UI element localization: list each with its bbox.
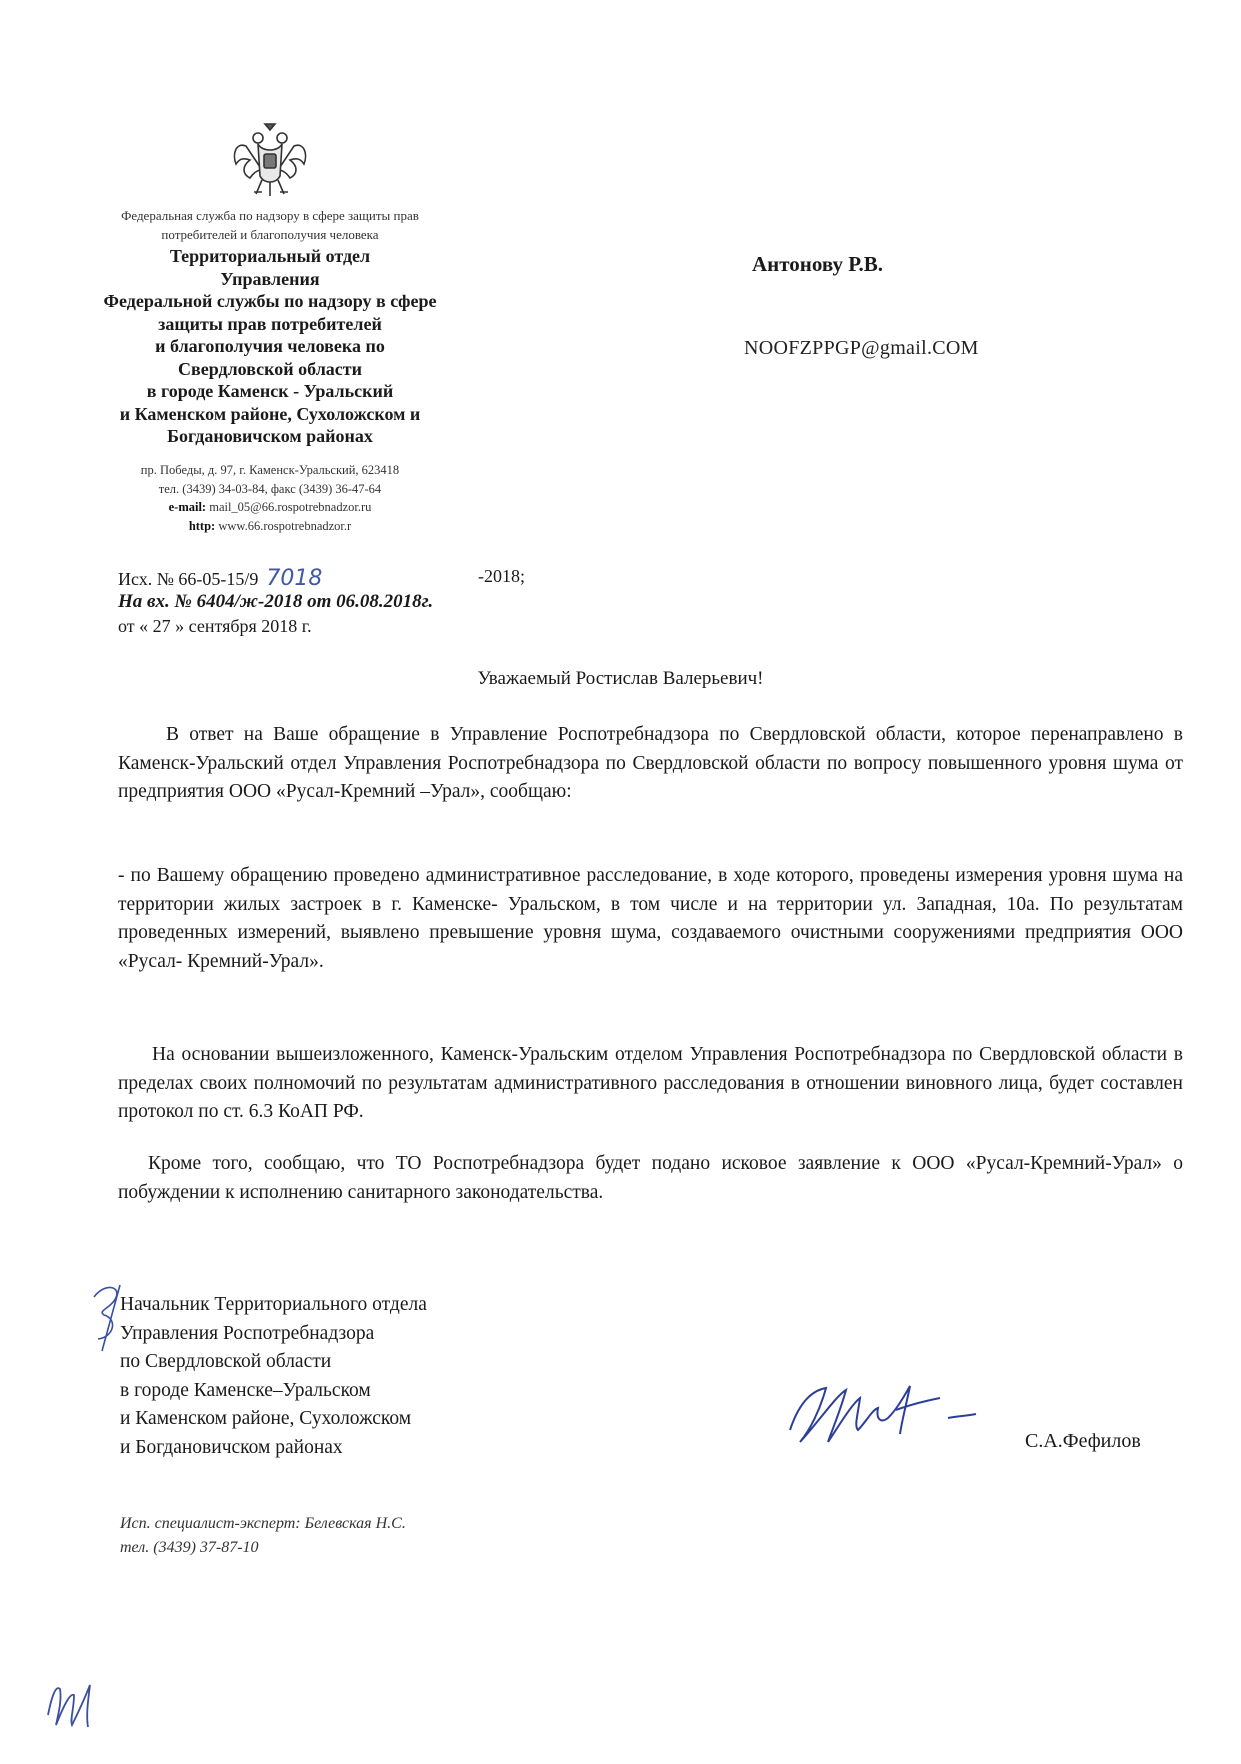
addressee-email[interactable]: NOOFZPPGP@gmail.COM bbox=[744, 337, 979, 359]
department-website bbox=[60, 517, 480, 536]
signatory-line: в городе Каменске–Уральском bbox=[120, 1379, 371, 1401]
department-line: Свердловской области bbox=[177, 358, 363, 379]
signatory-line: и Богдановичском районах bbox=[120, 1436, 343, 1458]
initials-mark bbox=[42, 1665, 102, 1735]
phone-fax: тел. (3439) 34-03-84, факс (3439) 36-47-64 bbox=[158, 481, 382, 496]
department-line: в городе Каменск - Уральский bbox=[146, 381, 394, 401]
body-paragraph: - по Вашему обращению проведено административное расследование, в ходе которого, проведены измерения уровня шума на территории жилых застроек в г. Каменске- Уральском, в том числе и на территории ул. Западная, 10а. По результатам проведенных измерений, выявлено превышение уровня шума, создаваемого очистными сооружениями предприятия ООО «Русал- Кремний-Урал». bbox=[118, 865, 1183, 972]
greeting: Уважаемый Ростислав Валерьевич! bbox=[477, 668, 764, 689]
executor-name: Исп. специалист-эксперт: Белевская Н.С. bbox=[120, 1515, 406, 1532]
department-line: Управления bbox=[220, 268, 320, 289]
emblem-icon bbox=[228, 118, 312, 202]
department-line: защиты прав потребителей bbox=[158, 313, 382, 334]
addressee-name: Антонову Р.В. bbox=[752, 252, 883, 276]
department-line: и Каменском районе, Сухоложском и bbox=[119, 403, 421, 424]
department-name bbox=[60, 245, 480, 448]
department-email bbox=[60, 498, 480, 517]
agency-name-small bbox=[60, 206, 480, 244]
signer-name: С.А.Фефилов bbox=[1025, 1430, 1141, 1452]
agency-line: потребителей и благополучия человека bbox=[161, 227, 379, 242]
signatory-line: по Свердловской области bbox=[120, 1351, 332, 1372]
incoming-reference: На вх. № 6404/ж-2018 от 06.08.2018г. bbox=[118, 591, 434, 612]
executor-phone: тел. (3439) 37-87-10 bbox=[120, 1539, 259, 1556]
http-label: http: bbox=[188, 518, 216, 533]
letter-date: от « 27 » сентября 2018 г. bbox=[118, 616, 312, 636]
department-line: Территориальный отдел bbox=[169, 246, 371, 266]
body-paragraph: Кроме того, сообщаю, что ТО Роспотребнадзора будет подано исковое заявление к ООО «Русал-Кремний-Урал» о побуждении к исполнению санитарного законодательства. bbox=[118, 1153, 1183, 1203]
executor-info bbox=[120, 1512, 406, 1560]
postal-address: пр. Победы, д. 97, г. Каменск-Уральский, 623418 bbox=[140, 463, 400, 477]
signatory-line: Управления Роспотребнадзора bbox=[120, 1322, 375, 1344]
agency-line: Федеральная служба по надзору в сфере защиты прав bbox=[121, 208, 419, 223]
department-line: и благополучия человека по bbox=[155, 336, 385, 356]
outgoing-year: -2018; bbox=[478, 566, 525, 586]
signatory-line: Начальник Территориального отдела bbox=[120, 1294, 427, 1315]
body-paragraph: На основании вышеизложенного, Каменск-Уральским отделом Управления Роспотребнадзора по Свердловской области в пределах своих полномочий по результатам административного расследования в отношении виновного лица, будет составлен протокол по ст. 6.3 КоАП РФ. bbox=[118, 1044, 1183, 1122]
department-line: Богдановичском районах bbox=[167, 426, 373, 446]
department-line: Федеральной службы по надзору в сфере bbox=[103, 291, 437, 311]
signatory-line: и Каменском районе, Сухоложском bbox=[120, 1408, 412, 1429]
website-link[interactable]: www.66.rospotrebnadzor.r bbox=[218, 518, 352, 533]
outgoing-number bbox=[118, 566, 525, 591]
outgoing-handwritten-number: 7018 bbox=[266, 566, 323, 591]
body-paragraph: В ответ на Ваше обращение в Управление Роспотребнадзора по Свердловской области, которое перенаправлено в Каменск-Уральский отдел Управления Роспотребнадзора по Свердловской области по вопросу повышенного уровня шума от предприятия ООО «Русал-Кремний –Урал», сообщаю: bbox=[118, 724, 1183, 802]
outgoing-prefix: Исх. № 66-05-15/9 bbox=[118, 569, 259, 589]
signature-image bbox=[780, 1360, 1000, 1460]
email-link[interactable]: mail_05@66.rospotrebnadzor.ru bbox=[209, 500, 372, 514]
email-label: e-mail: bbox=[168, 500, 207, 514]
signatory-title bbox=[120, 1291, 427, 1462]
department-contacts bbox=[60, 461, 480, 535]
